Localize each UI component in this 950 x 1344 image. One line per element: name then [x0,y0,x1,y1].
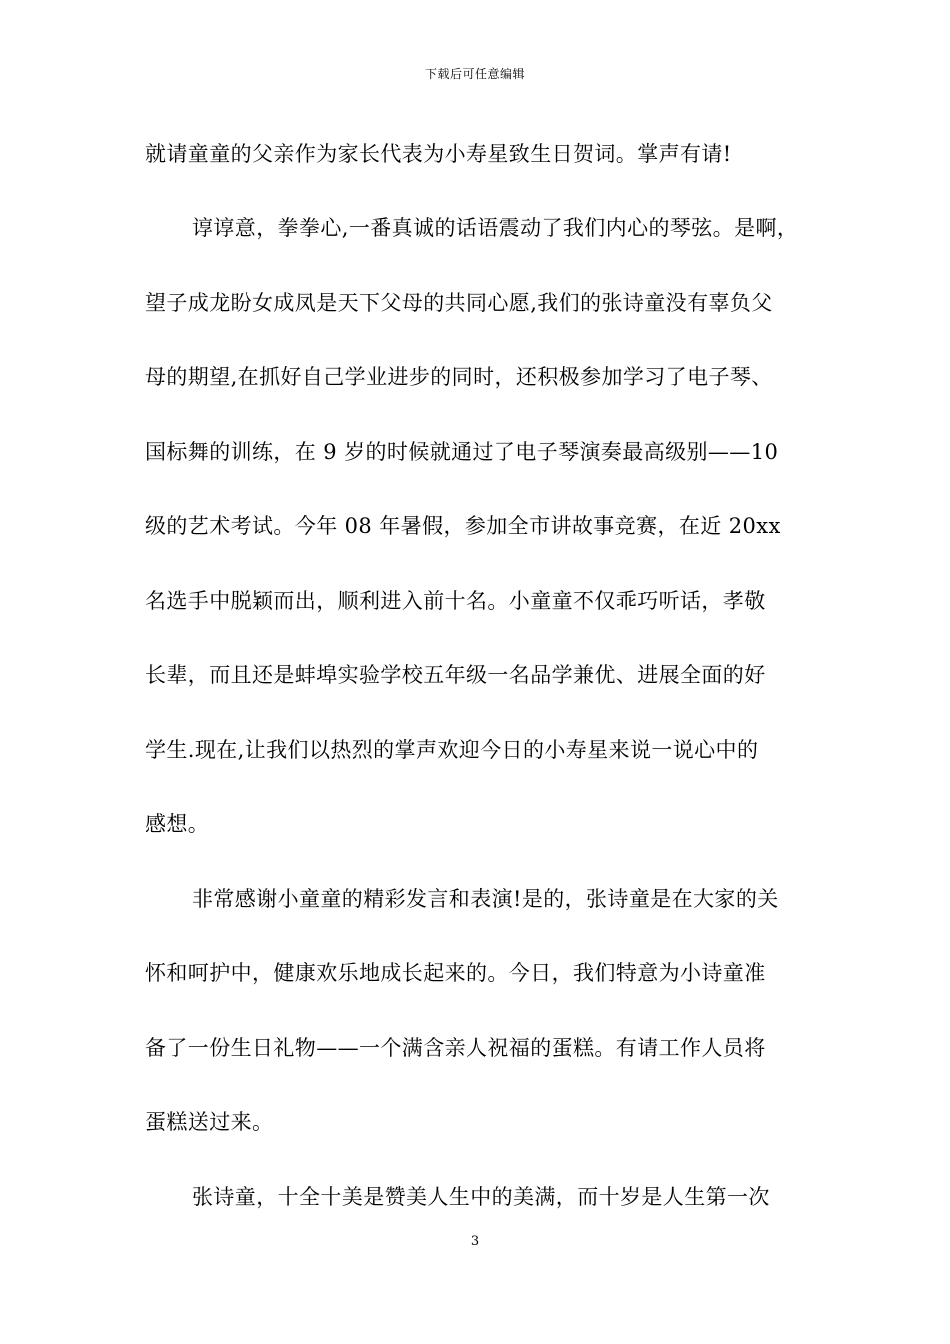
body-line: 怀和呵护中，健康欢乐地成长起来的。今日，我们特意为小诗童准 [145,961,766,985]
paragraph-start-line: 谆谆意，拳拳心,一番真诚的话语震动了我们内心的琴弦。是啊， [192,216,799,240]
page-number: 3 [470,1234,480,1249]
body-line: 感想。 [145,812,210,836]
body-line: 母的期望,在抓好自己学业进步的同时，还积极参加学习了电子琴、 [145,365,773,389]
body-line: 学生.现在,让我们以热烈的掌声欢迎今日的小寿星来说一说心中的 [145,738,759,762]
body-line: 国标舞的训练，在 9 岁的时候就通过了电子琴演奏最高级别——10 [145,440,779,464]
body-line: 蛋糕送过来。 [145,1110,274,1134]
paragraph-start-line: 非常感谢小童童的精彩发言和表演!是的，张诗童是在大家的关 [192,887,779,911]
page-header: 下载后可任意编辑 [424,67,525,81]
body-line: 名选手中脱颖而出，顺利进入前十名。小童童不仅乖巧听话，孝敬 [145,589,766,613]
body-line: 望子成龙盼女成凤是天下父母的共同心愿,我们的张诗童没有辜负父 [145,291,773,315]
body-line: 级的艺术考试。今年 08 年暑假，参加全市讲故事竞赛，在近 20xx [145,514,781,538]
paragraph-start-line: 张诗童，十全十美是赞美人生中的美满，而十岁是人生第一次 [192,1185,770,1209]
body-line: 就请童童的父亲作为家长代表为小寿星致生日贺词。掌声有请! [145,142,732,166]
body-line: 备了一份生日礼物——一个满含亲人祝福的蛋糕。有请工作人员将 [145,1036,766,1060]
body-line: 长辈，而且还是蚌埠实验学校五年级一名品学兼优、进展全面的好 [145,663,766,687]
